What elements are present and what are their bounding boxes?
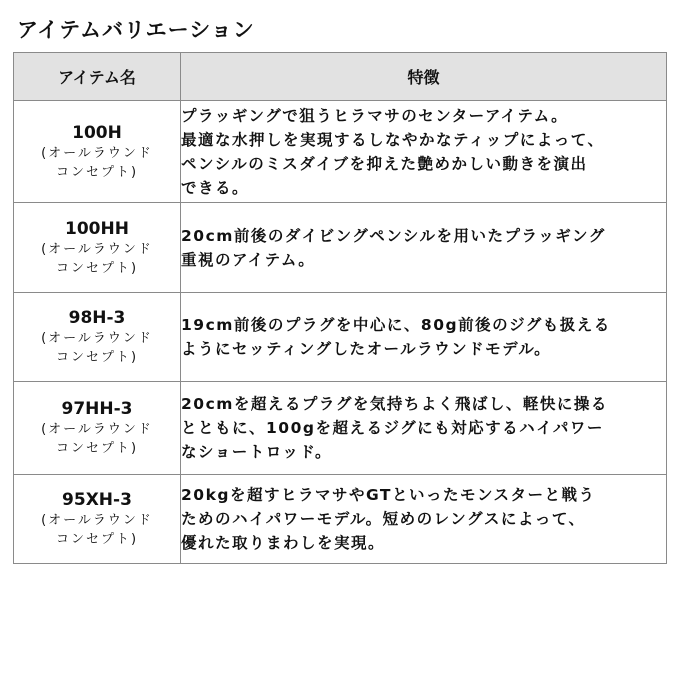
feature-text-line: 19cm前後のプラグを中心に、80g前後のジグも扱える: [181, 316, 611, 334]
model-name: 97HH-3: [61, 399, 133, 419]
feature-text-line: 優れた取りまわしを実現。: [181, 534, 386, 552]
feature-cell: [181, 101, 667, 203]
model-cell: [14, 101, 181, 203]
feature-text-line: 20kgを超すヒラマサやGTといったモンスターと戦う: [181, 486, 596, 504]
model-concept-label: (オールラウンド: [41, 513, 153, 528]
model-concept-label: (オールラウンド: [41, 422, 153, 437]
feature-text-line: 最適な水押しを実現するしなやかなティップによって、: [181, 130, 605, 149]
feature-text-line: できる。: [181, 178, 250, 197]
feature-cell: [181, 475, 667, 564]
page-title: アイテムバリエーション: [17, 18, 255, 42]
feature-text-line: ペンシルのミスダイブを抑えた艶めかしい動きを演出: [181, 154, 588, 173]
table-header-row: [14, 53, 667, 101]
table-row: [14, 475, 667, 564]
model-concept-label: (オールラウンド: [41, 241, 153, 257]
table-row: [14, 293, 667, 382]
feature-text-line: 重視のアイテム。: [181, 250, 316, 269]
model-concept-label: コンセプト): [55, 350, 139, 365]
model-cell: [14, 475, 181, 564]
feature-cell: [181, 293, 667, 382]
header-item-name: アイテム名: [14, 53, 181, 101]
feature-text-line: 20cm前後のダイビングペンシルを用いたプラッギング: [181, 226, 606, 245]
model-name: 100H: [72, 122, 122, 143]
table-row: [14, 101, 667, 203]
model-name: 95XH-3: [62, 490, 132, 510]
model-concept-label: コンセプト): [55, 260, 139, 276]
feature-text-line: 20cmを超えるプラグを気持ちよく飛ばし、軽快に操る: [181, 395, 608, 413]
feature-text-line: なショートロッド。: [181, 443, 332, 461]
feature-cell: [181, 382, 667, 475]
model-cell: [14, 203, 181, 293]
item-variation-table: [13, 52, 667, 564]
model-concept-label: コンセプト): [55, 532, 139, 547]
table-row: [14, 382, 667, 475]
model-cell: [14, 382, 181, 475]
header-features: 特徴: [181, 53, 667, 101]
feature-text-line: ようにセッティングしたオールラウンドモデル。: [181, 340, 552, 358]
model-concept-label: (オールラウンド: [41, 331, 153, 346]
feature-cell: [181, 203, 667, 293]
model-name: 98H-3: [68, 308, 126, 328]
feature-text-line: プラッギングで狙うヒラマサのセンターアイテム。: [181, 106, 569, 125]
model-cell: [14, 293, 181, 382]
model-concept-label: (オールラウンド: [41, 145, 153, 161]
feature-text-line: とともに、100gを超えるジグにも対応するハイパワー: [181, 419, 604, 437]
table-row: [14, 203, 667, 293]
feature-text-line: ためのハイパワーモデル。短めのレングスによって、: [181, 510, 586, 528]
model-name: 100HH: [65, 218, 129, 239]
model-concept-label: コンセプト): [55, 164, 139, 180]
model-concept-label: コンセプト): [55, 441, 139, 456]
